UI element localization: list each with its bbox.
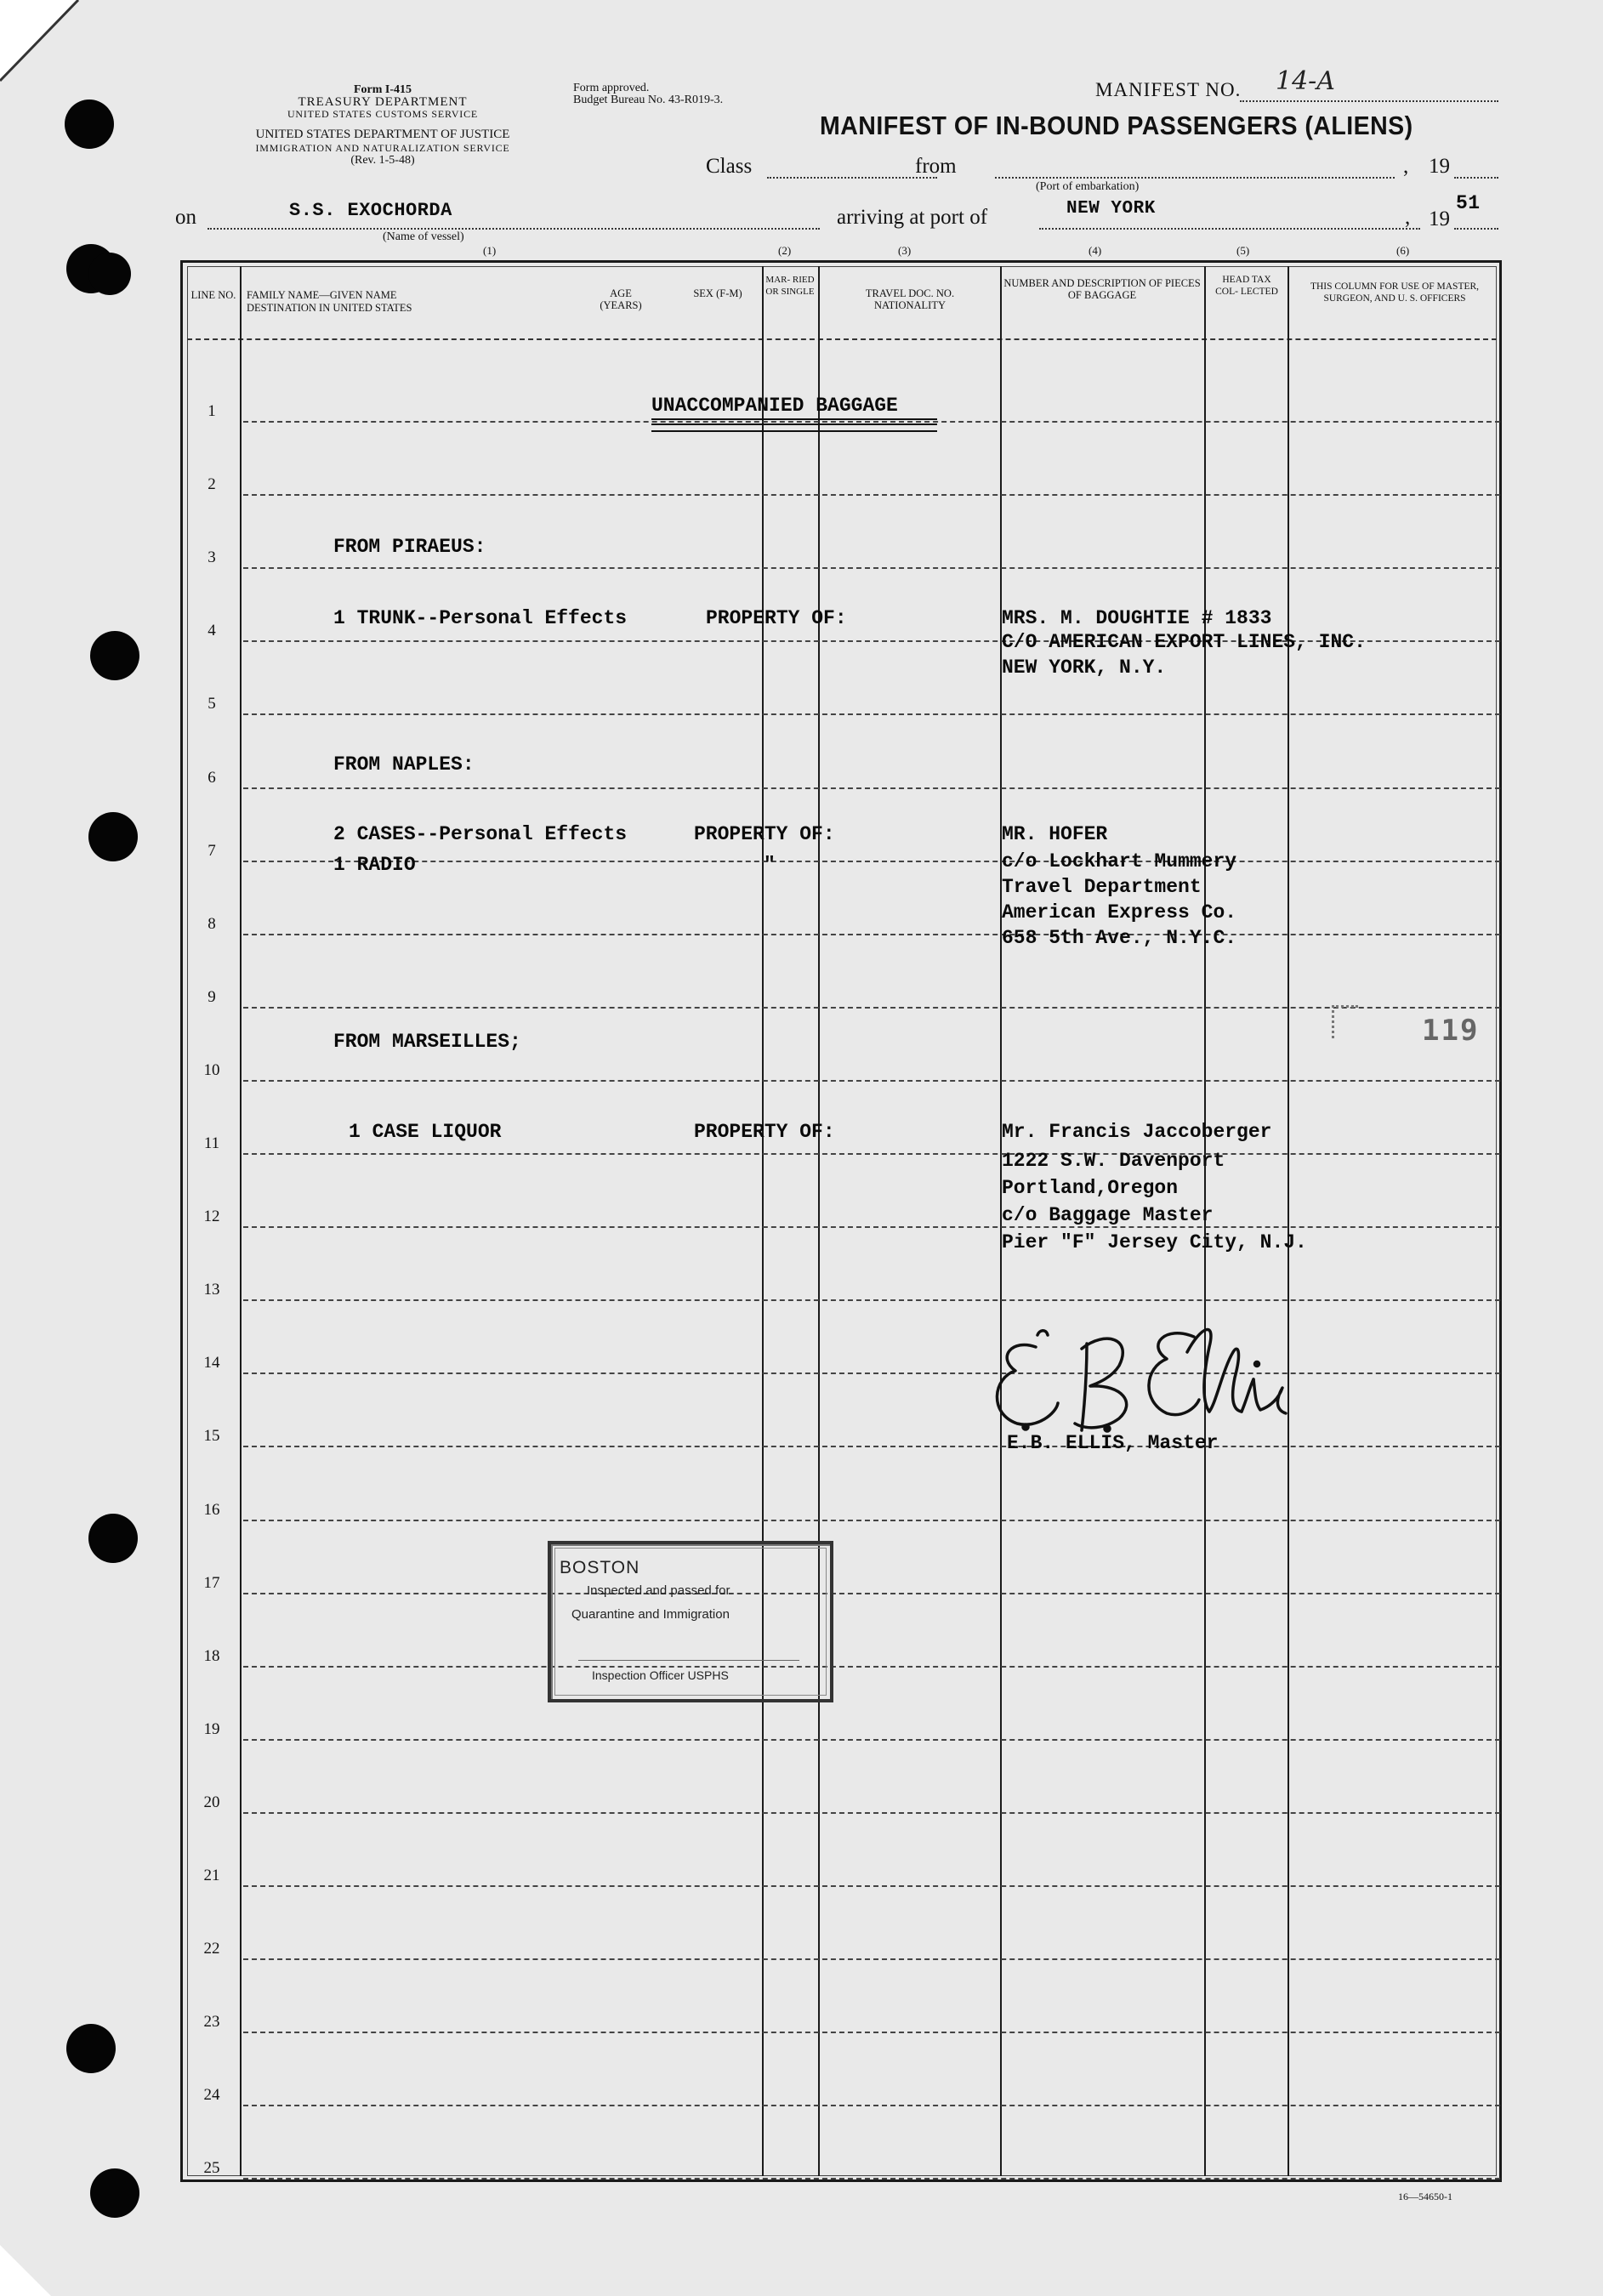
column-number: (2) [778,244,792,257]
from-comma: , [1403,155,1409,178]
arrival-comma: , [1405,206,1411,229]
form-number: Form I-415 [353,83,412,96]
line-number: 10 [203,1060,220,1079]
piraeus-item: 1 TRUNK--Personal Effects [333,607,628,629]
column-header-baggage: NUMBER AND DESCRIPTION OF PIECES OF BAGGAGE [1003,277,1201,301]
heading-unaccompanied-baggage: UNACCOMPANIED BAGGAGE [651,395,898,417]
year-prefix-2: 19 [1429,207,1450,230]
punch-hole [65,99,114,149]
justice-label: UNITED STATES DEPARTMENT OF JUSTICE [255,128,510,141]
line-number: 17 [203,1573,220,1592]
row-line [243,1739,1500,1741]
line-number: 15 [203,1427,220,1446]
manifest-no-line [1240,100,1498,102]
line-number: 2 [207,475,216,494]
column-header-travel-doc: TRAVEL DOC. NO. NATIONALITY [865,287,955,311]
heading-underline [651,423,937,425]
line-number: 23 [203,2013,220,2032]
piraeus-owner-line: NEW YORK, N.Y. [1002,656,1167,679]
naples-owner-line: MR. HOFER [1002,823,1108,845]
column-header-destination: DESTINATION IN UNITED STATES [247,302,412,314]
line-number: 13 [203,1281,220,1299]
manifest-title: MANIFEST OF IN-BOUND PASSENGERS (ALIENS) [820,111,1413,140]
column-divider [818,266,820,2176]
year-line-2 [1454,228,1498,230]
punch-hole [88,1514,138,1563]
marseilles-property-of: PROPERTY OF: [694,1121,835,1143]
row-line [243,2178,1500,2179]
piraeus-property-of: PROPERTY OF: [706,607,847,629]
row-line [243,494,1500,496]
line-number: 7 [207,841,216,860]
piraeus-owner-line: MRS. M. DOUGHTIE # 1833 [1002,607,1272,629]
row-line [243,1666,1500,1668]
column-divider [762,266,764,2176]
row-line [243,861,1500,862]
revision-label: (Rev. 1-5-48) [350,154,415,167]
column-number: (6) [1396,244,1410,257]
name-of-vessel-caption: (Name of vessel) [383,230,464,243]
column-header-head-tax: HEAD TAX COL- LECTED [1215,275,1278,297]
stamp-city: BOSTON [560,1558,640,1577]
stamp-line: Inspection Officer USPHS [592,1668,729,1682]
column-header-officers: THIS COLUMN FOR USE OF MASTER, SURGEON, AND U. S. OFFICERS [1310,281,1480,304]
column-header-married: MAR- RIED OR SINGLE [765,275,815,297]
row-line [243,1885,1500,1887]
year-suffix-2: 51 [1456,192,1481,214]
row-line [243,1372,1500,1374]
line-number: 22 [203,1940,220,1958]
from-label: from [915,155,957,178]
row-line [243,1299,1500,1301]
column-header-age: AGE (YEARS) [600,287,642,311]
line-number: 24 [203,2086,220,2105]
marseilles-owner-line: Mr. Francis Jaccoberger [1002,1121,1272,1143]
officer-stamp-mark [1332,1005,1358,1038]
column-number: (4) [1089,244,1102,257]
column-header-family-name: FAMILY NAME—GIVEN NAME [247,289,397,301]
column-number: (3) [898,244,912,257]
form-approved-label: Form approved. [573,82,650,94]
vessel-name: S.S. EXOCHORDA [289,200,452,221]
row-line [243,1226,1500,1228]
column-header-sex: SEX (F-M) [693,287,742,299]
row-line [243,1080,1500,1082]
marseilles-owner-line: 1222 S.W. Davenport [1002,1150,1225,1172]
on-label: on [175,206,196,229]
budget-bureau-label: Budget Bureau No. 43-R019-3. [573,94,724,106]
line-number: 4 [207,622,216,640]
column-number: (5) [1236,244,1250,257]
footer-code: 16—54650-1 [1398,2191,1452,2202]
year-prefix-1: 19 [1429,155,1450,178]
line-number: 19 [203,1719,220,1738]
arrival-port-line [1039,228,1420,230]
stamp-signature-line [578,1660,799,1661]
naples-item: 1 RADIO [333,854,416,876]
punch-hole [88,812,138,861]
punch-hole [90,631,139,680]
manifest-no-value: 14-A [1276,66,1335,96]
row-line [243,934,1500,935]
line-number: 5 [207,695,216,713]
punch-hole [90,2168,139,2218]
naples-item: 2 CASES--Personal Effects [333,823,628,845]
line-number: 8 [207,914,216,933]
column-number: (1) [483,244,497,257]
origin-marseilles: FROM MARSEILLES; [333,1031,521,1053]
marseilles-owner-line: Portland,Oregon [1002,1177,1179,1199]
officer-number: 119 [1422,1014,1480,1048]
naples-owner-line: c/o Lockhart Mummery [1002,850,1237,872]
manifest-no-label: MANIFEST NO. [1095,79,1242,100]
heading-underline [651,418,937,432]
piraeus-owner-line: C/O AMERICAN EXPORT LINES, INC. [1002,631,1366,653]
year-line-1 [1454,177,1498,179]
from-line [995,177,1395,179]
treasury-label: TREASURY DEPARTMENT [298,95,468,109]
vessel-line [207,228,820,230]
line-number: 9 [207,987,216,1006]
line-number: 11 [203,1134,220,1152]
row-line [243,1007,1500,1009]
line-number: 18 [203,1646,220,1665]
marseilles-owner-line: c/o Baggage Master [1002,1204,1214,1226]
line-number: 20 [203,1793,220,1811]
line-number: 14 [203,1354,220,1372]
ditto-mark: " [764,854,776,876]
class-line [767,177,937,179]
marseilles-owner-line: Pier "F" Jersey City, N.J. [1002,1231,1307,1253]
row-line [243,1520,1500,1521]
marseilles-item: 1 CASE LIQUOR [349,1121,502,1143]
line-number: 21 [203,1867,220,1884]
class-label: Class [706,155,753,178]
port-embarkation-caption: (Port of embarkation) [1036,180,1140,193]
origin-naples: FROM NAPLES: [333,753,475,776]
line-number: 1 [207,402,216,420]
master-name: E.B. ELLIS, Master [1007,1432,1219,1454]
row-line [243,567,1500,569]
row-line [243,1958,1500,1960]
line-number: 6 [207,768,216,787]
arriving-label: arriving at port of [837,206,988,229]
naples-owner-line: Travel Department [1002,876,1202,898]
column-divider [1288,266,1289,2176]
line-number: 25 [203,2159,220,2178]
punch-hole [66,2024,116,2073]
line-number: 12 [203,1208,220,1226]
origin-piraeus: FROM PIRAEUS: [333,536,486,558]
row-line [243,1812,1500,1814]
row-line [243,2032,1500,2033]
line-number: 16 [203,1500,220,1519]
customs-label: UNITED STATES CUSTOMS SERVICE [287,108,479,120]
naples-owner-line: American Express Co. [1002,901,1237,924]
row-line [243,1153,1500,1155]
ins-label: IMMIGRATION AND NATURALIZATION SERVICE [255,142,510,154]
header-separator [187,338,1497,340]
column-divider [240,266,242,2176]
stamp-line: Inspected and passed for [587,1583,730,1598]
naples-owner-line: 658 5th Ave., N.Y.C. [1002,927,1237,949]
row-line [243,713,1500,715]
line-number: 3 [207,548,216,567]
arrival-port: NEW YORK [1066,199,1156,219]
row-line [243,2105,1500,2106]
row-line [243,787,1500,789]
punch-hole [88,253,131,295]
row-line [243,1446,1500,1447]
stamp-line: Quarantine and Immigration [571,1607,730,1622]
row-line [243,1593,1500,1594]
naples-property-of: PROPERTY OF: [694,823,835,845]
column-header-line-no: LINE NO. [190,289,236,301]
